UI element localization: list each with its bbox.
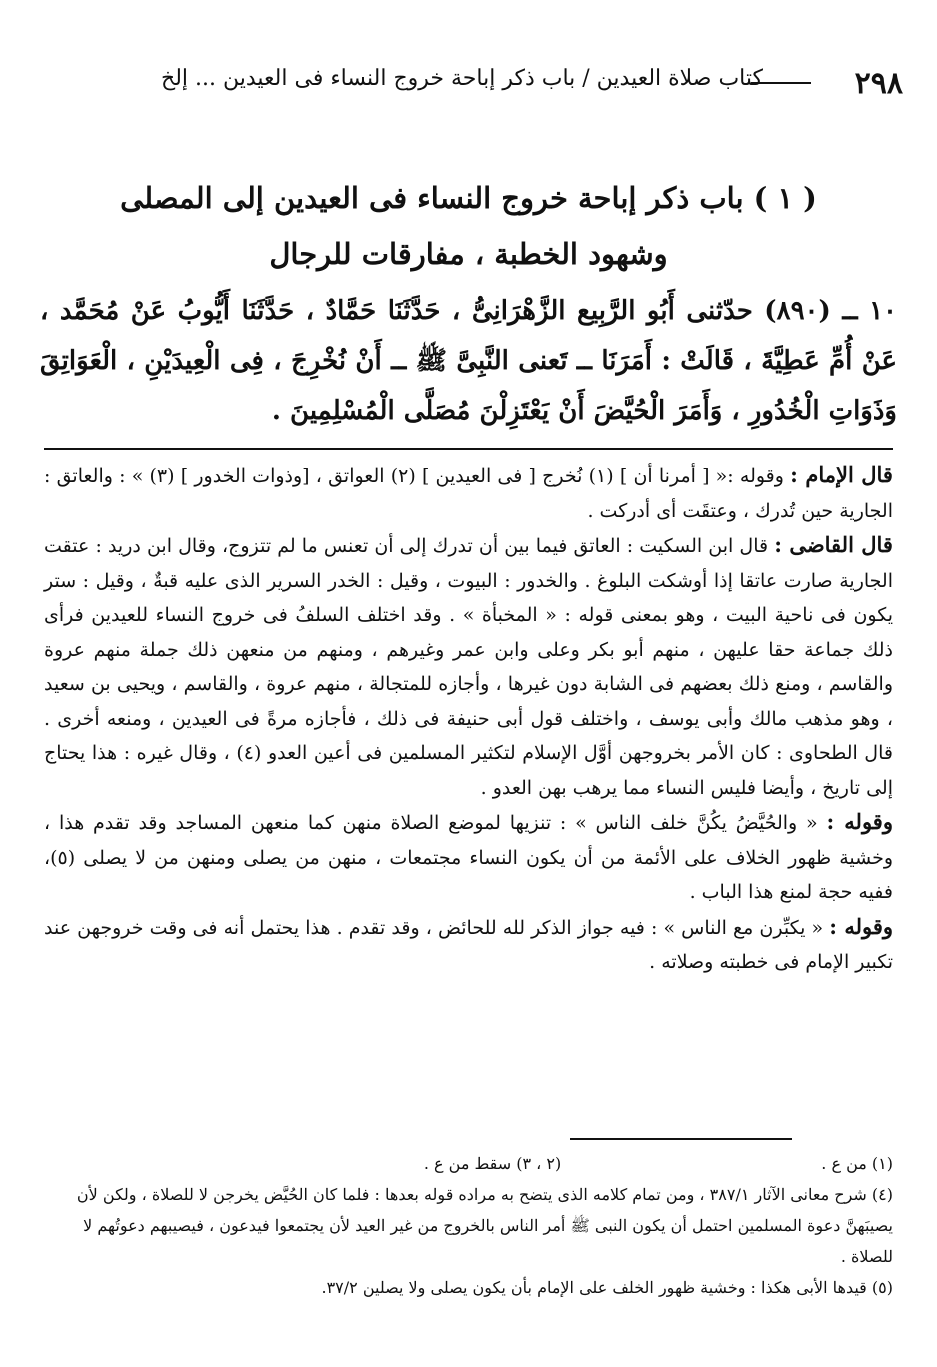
chapter-title-line-2: وشهود الخطبة ، مفارقات للرجال — [269, 237, 668, 271]
footnote-4: (٤) شرح معانى الآثار ٣٨٧/١ ، ومن تمام كلامه الذى يتضح به مراده قوله بعدها : فلما كان الحُيَّض يخرجن لا للصلاة ، ولكن لأن يصيبَهنَّ دعوة المسلمين احتمل أن يكون النبى ﷺ أمر الناس بالخروج من غير العيد لأن يجتمعوا فيدعون ، فيصيبهم دعوتُهم لا للصلاة . — [76, 1185, 893, 1266]
chapter-title-line-1: ( ١ ) باب ذكر إباحة خروج النساء فى العيدين إلى المصلى — [120, 181, 817, 215]
hadith-paragraph: ١٠ ــ (٨٩٠) حدّثنى أَبُو الرَّبِيع الزَّهْرَانِىُّ ، حَدَّثَنَا حَمَّادٌ ، حَدَّثَنَا أَيُّوبُ عَنْ مُحَمَّد ، عَنْ أُمِّ عَطِيَّةَ ، قَالَتْ : أَمَرَنَا ــ تَعنى النَّبِىَّ ﷺ ــ أَنْ نُخْرِجَ ، فِى الْعِيدَيْنِ ، الْعَوَاتِقَ وَذَوَاتِ الْخُدُورِ ، وَأَمَرَ الْحُيَّضَ أَنْ يَعْتَزِلْنَ مُصَلَّى الْمُسْلِمِينَ . — [40, 296, 897, 426]
commentary-paragraph-2 — [44, 528, 893, 805]
separator-rule — [44, 448, 893, 450]
footnote-2-3: (٢ ، ٣) سقط من ع . — [423, 1154, 562, 1173]
paragraph-body: « يكبِّرن مع الناس » : فيه جواز الذكر لله للحائض ، وقد تقدم . هذا يحتمل أنه فى وقت خروجهن عند تكبير الإمام فى خطبته وصلاته . — [44, 916, 893, 973]
running-title: كتاب صلاة العيدين / باب ذكر إباحة خروج النساء فى العيدين ... إلخ — [161, 66, 763, 91]
paragraph-body: وقوله :« [ أمرنا أن ] (١) نُخرج [ فى العيدين ] (٢) العواتق ، [وذوات الخدور ] (٣) » : والعاتق : الجارية حين تُدرك ، وعتقَت أى أدركت . — [44, 465, 893, 522]
footnote-row-1 — [44, 1148, 893, 1179]
commentary-paragraph-4 — [44, 910, 893, 980]
commentary — [44, 458, 893, 980]
hadith-text — [40, 286, 897, 436]
page-number: ٢٩٨ — [854, 66, 903, 101]
footnotes — [44, 1148, 893, 1303]
paragraph-lead: قال الإمام : — [790, 462, 893, 487]
commentary-paragraph-3 — [44, 805, 893, 910]
paragraph-lead: وقوله : — [826, 809, 893, 834]
footnote-spacer — [561, 1148, 821, 1179]
paragraph-lead: قال القاضى : — [774, 532, 893, 557]
paragraph-body: قال ابن السكيت : العاتق فيما بين أن تدرك إلى أن تعنس ما لم تتزوج، وقال ابن دريد : عتقت الجارية صارت عاتقا إذا أوشكت البلوغ . والخدور : البيوت ، وقيل : الخدر السرير الذى عليه قبةٌ ، وقيل : ستر يكون فى ناحية البيت ، وهو بمعنى قوله : « المخبأة » . وقد اختلف السلفُ فى خروج النساء للعيدين فرأى ذلك جماعة حقا عليهن ، منهم أبو بكر وعلى وابن عمر وغيرهم ، ومنهم من منعهن ذلك جملة منهم عروة والقاسم ، ومنع ذلك بعضهم فى الشابة دون غيرها ، وأجازه للمتجالة ، منهم عروة ، والقاسم ، ويحيى بن سعيد ، وهو مذهب مالك وأبى يوسف ، واختلف قول أبى حنيفة فى ذلك ، فأجازه مرةً فى العيدين ، ومنعه أخرى . قال الطحاوى : كان الأمر بخروجهن أوَّل الإسلام لتكثير المسلمين فى أعين العدو (٤) ، وقال غيره : هذا يحتاج إلى تاريخ ، وأيضا فليس النساء مما يرهب بهن العدو . — [44, 535, 893, 799]
footnote-1: (١) من ع . — [821, 1154, 893, 1173]
chapter-heading — [40, 170, 897, 282]
footnote-separator — [570, 1138, 792, 1140]
commentary-paragraph-1 — [44, 458, 893, 528]
running-header — [30, 62, 903, 102]
paragraph-lead: وقوله : — [829, 913, 894, 939]
paragraph-body: « والحُيَّضُ يكُنَّ خلف الناس » : تنزيها لموضع الصلاة منهن كما منعهن المساجد وقد تقدم هذا ، وخشية ظهور الخلاف على الأئمة من أن يكون النساء مجتمعات ، منهن من يصلى ومنهن من لا يصلى (٥)، ففيه حجة لمنع هذا الباب . — [44, 812, 893, 903]
footnote-5: (٥) قيدها الأبى هكذا : وخشية ظهور الخلف على الإمام بأن يكون يصلى ولا يصلين ٣٧/٢. — [321, 1278, 893, 1297]
